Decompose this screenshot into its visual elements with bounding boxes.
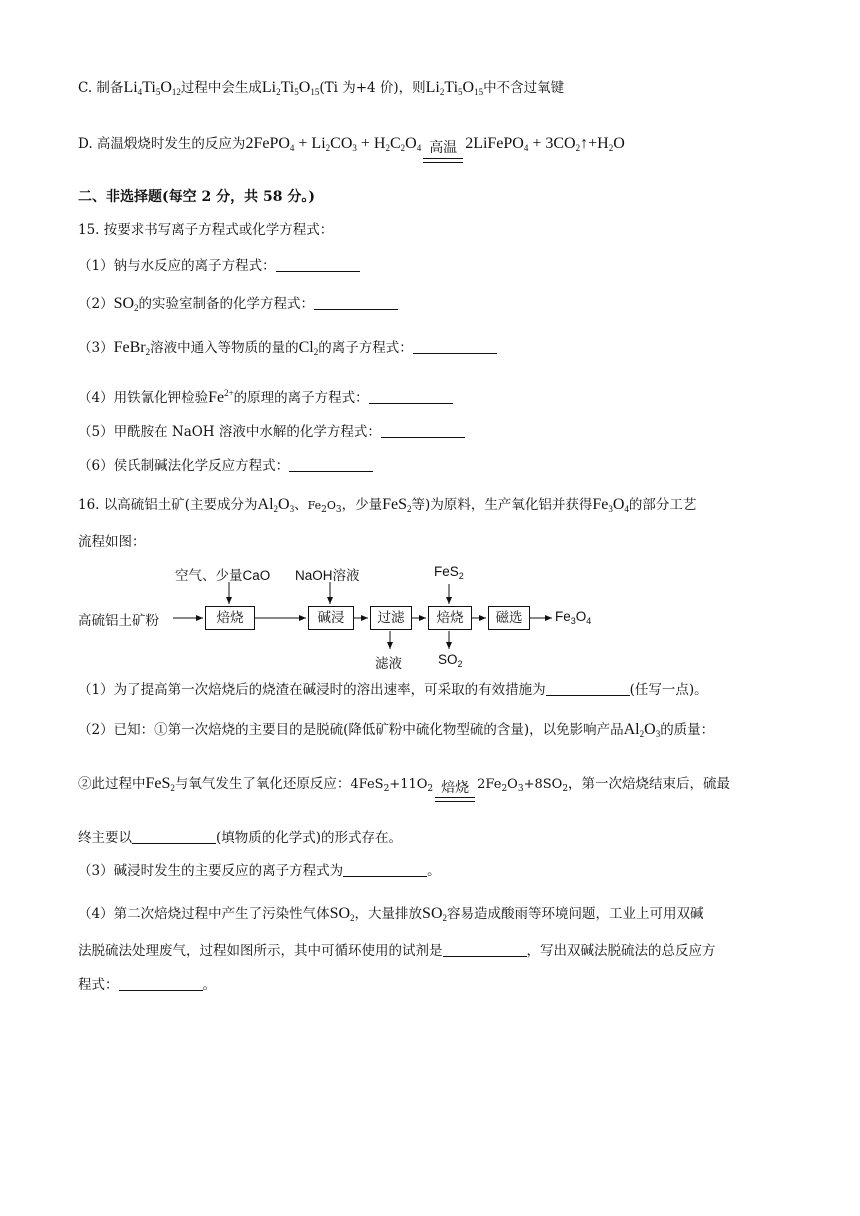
q16-part-2b: ②此过程中FeS$_2$与氧气发生了氧化还原反应：$4FeS_2+11O_2$ 焙烧 $2Fe_2O_3+8SO_2$，第一次焙烧结束后，硫最: [78, 774, 730, 802]
formula-li2ti5o15-2: $Li_2Ti_5O_{15}$: [425, 79, 484, 97]
flow-output-fe3o4: $Fe_3O_4$: [555, 609, 592, 626]
flow-top-naoh: NaOH溶液: [295, 568, 360, 583]
q15-stem: 15. 按要求书写离子方程式或化学方程式：: [78, 222, 334, 238]
option-c: [78, 78, 564, 102]
q16-part-3: （3）碱浸时发生的主要反应的离子方程式为 。: [78, 863, 441, 879]
q15-item-6: （6）侯氏制碱法化学反应方程式：: [78, 456, 373, 476]
flow-bottom-so2: $SO_2$: [438, 652, 463, 669]
flow-box-roast-1: 焙烧: [205, 606, 255, 630]
formula-li2ti5o15: $Li_2Ti_5O_{15}$: [261, 79, 320, 97]
flow-box-filter: 过滤: [370, 606, 412, 630]
q15-item-5: （5）甲酰胺在 NaOH 溶液中水解的化学方程式：: [78, 422, 465, 442]
q15-item-3: （3）FeBr$_2$溶液中通入等物质的量的$Cl_2$的离子方程式：: [78, 338, 497, 362]
q16-part-1: （1）为了提高第一次焙烧后的烧渣在碱浸时的溶出速率，可采取的有效措施为 (任写一点)。: [78, 682, 708, 698]
q16-part-2c: 终主要以 (填物质的化学式)的形式存在。: [78, 830, 403, 846]
flow-box-roast-2: 焙烧: [428, 606, 472, 630]
q16-stem-2: 流程如图：: [78, 534, 146, 550]
q16-part-2a: （2）已知：①第一次焙烧的主要目的是脱硫(降低矿粉中硫化物型硫的含量)，以免影响产品$Al_2O_3$的质量：: [78, 721, 715, 739]
q15-item-1: （1）钠与水反应的离子方程式：: [78, 256, 360, 276]
condition-roast: 焙烧: [435, 781, 475, 802]
q16-part-4b: 法脱硫法处理废气，过程如图所示，其中可循环使用的试剂是 ，写出双碱法脱硫法的总反应方: [78, 943, 716, 959]
formula-li4ti5o12: $Li_4Ti_5O_{12}$: [123, 79, 181, 97]
equation-d: 2FePO$_4$ + $Li_2CO_3 + H_2C_2O_4$ 高温 2LiFePO$_4$ + $3CO_2↑+H_2O$: [245, 135, 624, 152]
section-title: 二、非选择题(每空 2 分，共 58 分。): [78, 189, 315, 205]
option-c-prefix: C. 制备: [78, 80, 124, 96]
flow-input: 高硫铝土矿粉: [78, 613, 159, 628]
flow-bottom-filtrate: 滤液: [375, 656, 402, 671]
option-c-suffix: 中不含过氧键: [483, 80, 565, 96]
flow-top-fes2: FeS$_2$: [434, 564, 464, 581]
q15-item-2: $(2)SO_2$的实验室制备的化学方程式：: [78, 294, 398, 318]
q16-part-4a: （4）第二次焙烧过程中产生了污染性气体$SO_2$，大量排放$SO_2$容易造成酸雨等环境问题，工业上可用双碱: [78, 905, 704, 923]
q15-item-4: （4）用铁氰化钾检验$Fe^{2+}$的原理的离子方程式：: [78, 383, 453, 408]
flow-top-air-cao: 空气、少量CaO: [175, 568, 271, 583]
q16-part-4c: 程式： 。: [78, 977, 216, 993]
flow-box-alkali-leach: 碱浸: [308, 606, 354, 630]
condition-high-temp: 高温: [423, 142, 463, 163]
process-flow-diagram: [78, 560, 618, 672]
option-c-paren: (Ti 为+4 价)，则: [319, 80, 426, 96]
option-c-mid: 过程中会生成: [180, 80, 262, 96]
q16-stem: 16. 以高硫铝土矿(主要成分为$Al_2O_3$、$Fe_2O_3$，少量FeS$_2$等)为原料，生产氧化铝并获得$Fe_3O_4$的部分工艺: [78, 496, 697, 515]
flow-box-magnetic: 磁选: [488, 606, 530, 630]
option-d: [78, 134, 625, 163]
option-d-prefix: D. 高温煅烧时发生的反应为: [78, 136, 246, 152]
